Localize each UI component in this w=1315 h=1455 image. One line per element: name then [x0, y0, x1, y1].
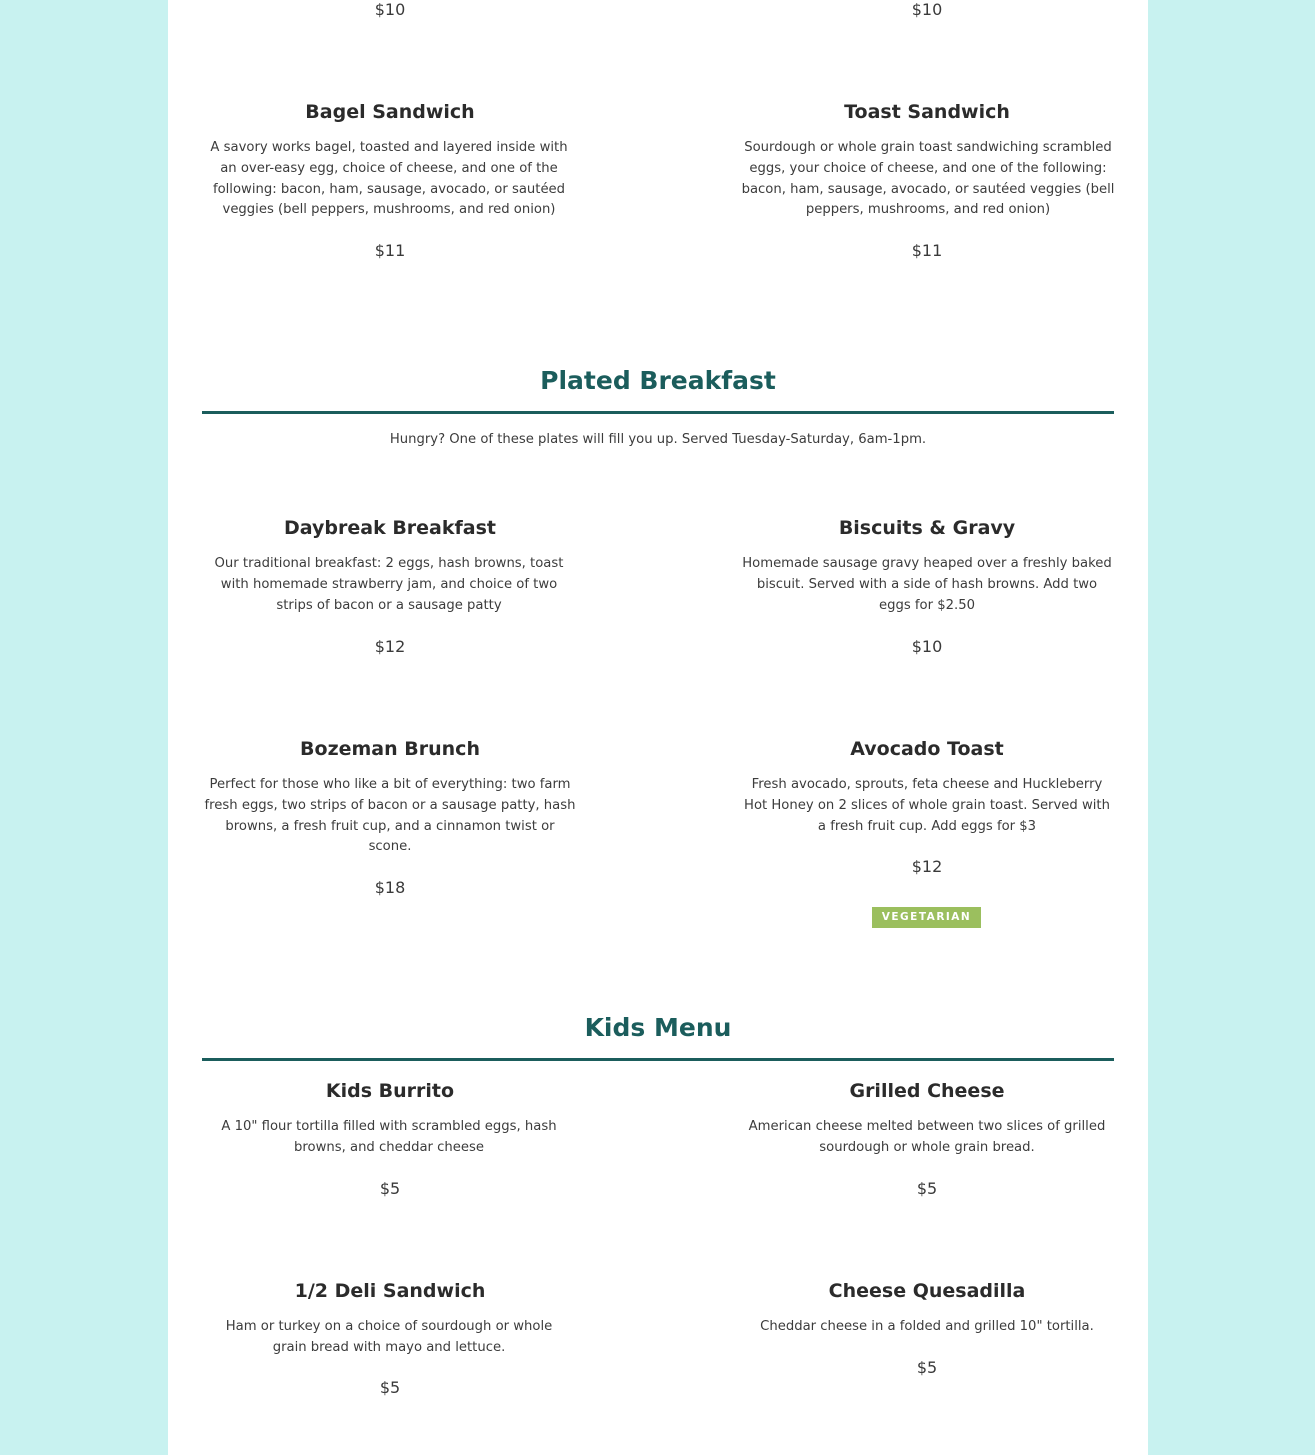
menu-item-description: American cheese melted between two slices of grilled sourdough or whole grain bread. — [748, 1119, 1106, 1155]
menu-item-description: Perfect for those who like a bit of everything: two farm fresh eggs, two strips of bacon or a sausage patty, hash browns, a fresh fruit cup, and a cinnamon twist or scone. — [204, 777, 576, 855]
menu-item-price: $10 — [911, 637, 943, 656]
menu-item-title: Avocado Toast — [850, 738, 1004, 760]
menu-item-description: Our traditional breakfast: 2 eggs, hash browns, toast with homemade strawberry jam, and choice of two strips of bacon or a sausage patty — [214, 556, 564, 613]
menu-item-price: $18 — [374, 878, 406, 897]
menu-item-description: Homemade sausage gravy heaped over a freshly baked biscuit. Served with a side of hash browns. Add two eggs for $2.50 — [742, 556, 1112, 613]
section-subtitle: Hungry? One of these plates will fill you up. Served Tuesday-Saturday, 6am-1pm. — [389, 432, 927, 447]
menu-item-title: Bozeman Brunch — [300, 738, 480, 760]
menu-item-description: Sourdough or whole grain toast sandwiching scrambled eggs, your choice of cheese, and one of the following: bacon, ham, sausage, avocado, or sautéed veggies (bell peppers, mushrooms, and red onion) — [741, 140, 1115, 218]
menu-item-price: $5 — [916, 1179, 938, 1198]
section-title-plated-breakfast: Plated Breakfast — [540, 366, 776, 395]
menu-item-description: A 10" flour tortilla filled with scrambled eggs, hash browns, and cheddar cheese — [221, 1119, 557, 1155]
section-divider — [202, 411, 1114, 414]
menu-item-description: Cheddar cheese in a folded and grilled 10" tortilla. — [760, 1319, 1094, 1334]
menu-item-title: 1/2 Deli Sandwich — [294, 1280, 486, 1302]
menu-item-price: $10 — [911, 0, 943, 19]
menu-item-title: Bagel Sandwich — [305, 101, 475, 123]
vegetarian-badge: VEGETARIAN — [872, 907, 981, 928]
menu-item-price: $5 — [379, 1378, 401, 1397]
menu-item-description: Ham or turkey on a choice of sourdough or whole grain bread with mayo and lettuce. — [225, 1319, 553, 1355]
menu-item-title: Grilled Cheese — [849, 1080, 1005, 1102]
menu-item-price: $11 — [911, 241, 943, 260]
menu-item-description: A savory works bagel, toasted and layered inside with an over-easy egg, choice of cheese, and one of the following: bacon, ham, sausage, avocado, or sautéed veggies (bell peppers, mushrooms, and red onion) — [210, 140, 568, 218]
menu-item-price: $12 — [911, 857, 943, 876]
menu-item-title: Cheese Quesadilla — [828, 1280, 1026, 1302]
menu-item-title: Kids Burrito — [325, 1080, 455, 1102]
menu-item-price: $5 — [916, 1358, 938, 1377]
menu-item-price: $10 — [374, 0, 406, 19]
menu-item-title: Toast Sandwich — [844, 101, 1010, 123]
section-divider — [202, 1058, 1114, 1061]
menu-item-price: $11 — [374, 241, 406, 260]
menu-item-price: $5 — [379, 1179, 401, 1198]
menu-item-title: Daybreak Breakfast — [284, 517, 496, 539]
section-title-kids-menu: Kids Menu — [584, 1013, 732, 1042]
menu-content — [168, 0, 1148, 1455]
menu-item-price: $12 — [374, 637, 406, 656]
menu-item-title: Biscuits & Gravy — [838, 517, 1016, 539]
menu-item-description: Fresh avocado, sprouts, feta cheese and Huckleberry Hot Honey on 2 slices of whole grain toast. Served with a fresh fruit cup. Add eggs for $3 — [744, 777, 1110, 834]
